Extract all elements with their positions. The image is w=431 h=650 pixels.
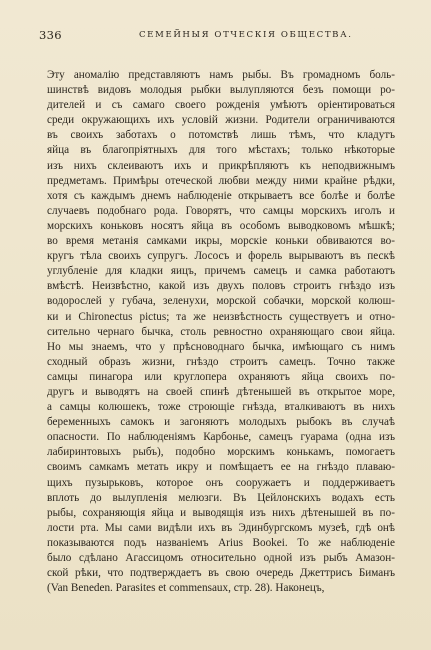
- text-line: углубленіе для кладки яицъ, причемъ самецъ и самка работаютъ: [47, 265, 395, 278]
- text-line: вплоть до вылупленія мелюзги. Въ Цейлонскихъ водахъ есть: [47, 491, 395, 504]
- text-line: было сдѣлано Агассицомъ относительно одной изъ рыбъ Амазон-: [47, 552, 395, 564]
- text-line: предметамъ. Примѣры отеческой любви между ними крайне рѣдки,: [47, 174, 395, 187]
- text-line: во время метанія самками икры, морскіе коньки обвиваются во-: [47, 235, 395, 248]
- text-line: сительно чернаго бычка, столь ревностно охраняющаго свои яйца.: [47, 325, 395, 338]
- text-line: хотя съ каждымъ днемъ наблюденіе открываетъ все болѣе и болѣе: [47, 189, 395, 202]
- text-line: изъ нихъ склеиваютъ ихъ и прикрѣпляютъ къ неподвижнымъ: [47, 159, 395, 172]
- text-line: сходный образъ жизни, гнѣздо строитъ самецъ. Точно также: [47, 355, 395, 368]
- text-line: показываются подъ названіемъ Arius Bookei. То же наблюденіе: [47, 536, 395, 549]
- page-number: 336: [39, 28, 62, 42]
- text-line: ки и Chironectus pictus; та же неизвѣстность существуетъ и отно-: [47, 310, 395, 323]
- text-line: опасности. По наблюденіямъ Карбонье, самецъ гуарама (одна изъ: [47, 431, 395, 444]
- text-line: яйца въ благопріятныхъ для того мѣстахъ; только нѣкоторые: [47, 144, 395, 157]
- text-line: вмѣстѣ. Неизвѣстно, какой изъ двухъ половъ строитъ гнѣздо изъ: [47, 280, 395, 293]
- text-line: щихъ пузырьковъ, которое онъ сооружаетъ и поддерживаетъ: [47, 476, 395, 489]
- text-line: дителей и съ самаго своего рожденія умѣютъ оріентироваться: [47, 99, 395, 112]
- text-line: а самцы колюшекъ, тоже строющіе гнѣзда, вталкиваютъ въ нихъ: [47, 401, 395, 414]
- text-line: (Van Beneden. Parasites et commensaux, стр. 28). Наконецъ,: [47, 582, 325, 595]
- text-line: въ своихъ заботахъ о потомствѣ лишь тѣмъ, что кладутъ: [47, 129, 395, 142]
- text-line: рыбы, сохраняющія яйца и выводящія изъ нихъ дѣтенышей въ по-: [47, 506, 395, 519]
- text-line: ской рѣки, что подтверждаетъ въ свою очередь Джеттрисъ Биманъ: [47, 567, 395, 580]
- text-line: своимъ самкамъ метать икру и помѣщаетъ ее на гнѣздо плаваю-: [47, 461, 395, 474]
- text-line: Эту аномалію представляютъ намъ рыбы. Въ громадномъ боль-: [47, 69, 395, 81]
- running-title: СЕМЕЙНЫЯ ОТЧЕСКІЯ ОБЩЕСТВА.: [139, 30, 353, 40]
- page-header: [39, 28, 394, 44]
- text-line: другъ и выводятъ на своей спинѣ дѣтенышей въ открытое море,: [47, 385, 395, 398]
- body-text: [47, 68, 395, 596]
- text-line: беременныхъ самокъ и загоняютъ молодыхъ рыбокъ въ случаѣ: [47, 416, 395, 429]
- text-line: шинствѣ видовъ молодыя рыбки вылупляются безъ помощи ро-: [47, 84, 395, 97]
- text-line: Но мы знаемъ, что у прѣсноводнаго бычка, имѣющаго съ нимъ: [47, 340, 395, 353]
- text-line: кругъ тѣла своихъ супругъ. Лососъ и форель вырываютъ въ пескѣ: [47, 250, 395, 263]
- text-line: лости рта. Мы сами видѣли ихъ въ Эдинбургскомъ музеѣ, гдѣ онѣ: [47, 521, 395, 534]
- text-line: водорослей у губача, зеленухи, морской собачки, морской колюш-: [47, 295, 395, 308]
- text-line: среди окружающихъ ихъ условій жизни. Родители ограничиваются: [47, 114, 395, 127]
- text-line: лабиринтовыхъ рыбъ), подобно морскимъ конькамъ, помогаетъ: [47, 446, 395, 459]
- text-line: самцы пинагора или круглопера охраняютъ яйца своихъ по-: [47, 370, 395, 383]
- text-line: случаевъ подобнаго рода. Говорятъ, что самцы морскихъ иголъ и: [47, 204, 395, 217]
- text-line: морскихъ коньковъ носятъ яйца въ особомъ выводковомъ мѣшкѣ;: [47, 219, 395, 232]
